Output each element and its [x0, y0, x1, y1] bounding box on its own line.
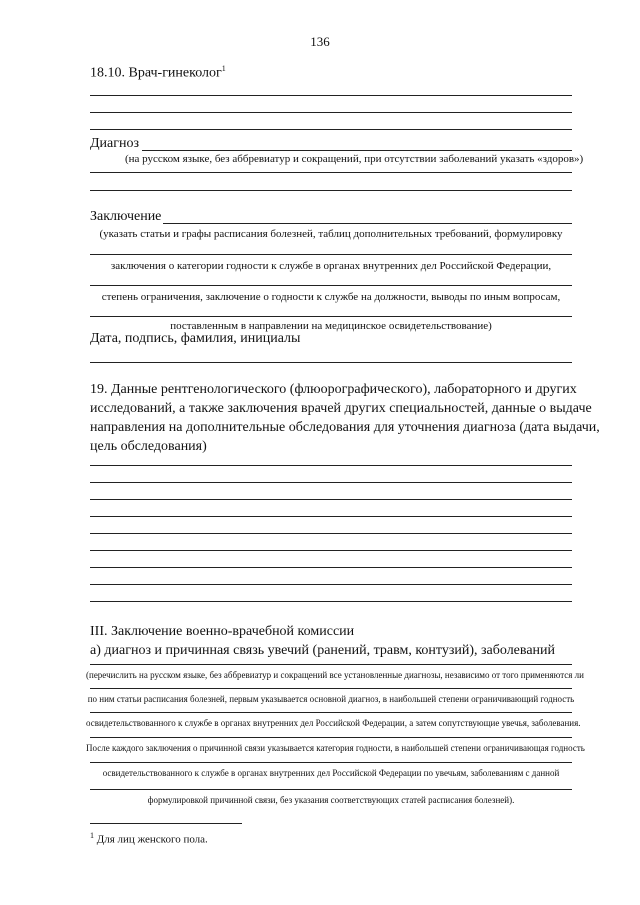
section-3-title: III. Заключение военно-врачебной комиссии: [90, 624, 355, 639]
entry-line[interactable]: [90, 129, 572, 130]
section-3-hint: формулировкой причинной связи, без указания соответствующих статей расписания болезней).: [147, 795, 515, 805]
conclusion-label: Заключение: [90, 209, 162, 224]
diagnosis-field[interactable]: [142, 150, 572, 151]
section-3-hint: (перечислить на русском языке, без аббревиатур и сокращений все установленные диагнозы, независимо от того применяются ли: [86, 670, 584, 680]
signature-line[interactable]: [90, 362, 572, 363]
entry-line[interactable]: [90, 112, 572, 113]
entry-line[interactable]: [90, 499, 572, 500]
conclusion-hint: степень ограничения, заключение о годности к службе на должности, выводы по иным вопросам,: [101, 291, 561, 303]
entry-line[interactable]: [90, 285, 572, 286]
section-18-10-title-text: 18.10. Врач-гинеколог: [90, 65, 222, 81]
footnote: [90, 831, 208, 846]
entry-line[interactable]: [90, 482, 572, 483]
entry-line[interactable]: [90, 712, 572, 713]
entry-line[interactable]: [90, 95, 572, 96]
section-19-line: 19. Данные рентгенологического (флюорографического), лабораторного и других: [90, 382, 577, 397]
entry-line[interactable]: [90, 762, 572, 763]
entry-line[interactable]: [90, 664, 572, 665]
section-3-hint: освидетельствованного к службе в органах внутренних дел Российской Федерации по увечьям, заболеваниям с данной: [102, 768, 560, 778]
conclusion-field[interactable]: [163, 223, 572, 224]
conclusion-hint: (указать статьи и графы расписания болезней, таблиц дополнительных требований, формулировку: [99, 228, 563, 240]
entry-line[interactable]: [90, 584, 572, 585]
entry-line[interactable]: [90, 172, 572, 173]
entry-line[interactable]: [90, 601, 572, 602]
section-3-hint: освидетельствованного к службе в органах внутренних дел Российской Федерации, а затем сопутствующие увечья, заболевания.: [86, 718, 581, 728]
entry-line[interactable]: [90, 316, 572, 317]
entry-line[interactable]: [90, 688, 572, 689]
page-number: 136: [310, 34, 330, 49]
entry-line[interactable]: [90, 190, 572, 191]
section-3-hint: После каждого заключения о причинной связи указывается категория годности, в наибольшей степени ограничивающая годность: [86, 743, 585, 753]
section-18-10-title: [90, 64, 226, 82]
section-19-line: исследований, а также заключения врачей других специальностей, данные о выдаче: [90, 401, 592, 416]
conclusion-hint: поставленным в направлении на медицинское освидетельствование): [170, 320, 492, 332]
diagnosis-label: Диагноз: [90, 136, 140, 151]
signature-label: Дата, подпись, фамилия, инициалы: [90, 331, 301, 346]
entry-line[interactable]: [90, 737, 572, 738]
footnote-mark: 1: [90, 831, 94, 840]
section-19-line: цель обследования): [90, 439, 207, 454]
diagnosis-hint: (на русском языке, без аббревиатур и сокращений, при отсутствии заболеваний указать «здоров»): [125, 153, 584, 165]
footnote-ref: 1: [221, 64, 226, 73]
section-3-hint: по ним статьи расписания болезней, первым указывается основной диагноз, в наибольшей степени ограничивающий годность: [87, 694, 575, 704]
entry-line[interactable]: [90, 789, 572, 790]
section-19-line: направления на дополнительные обследования для уточнения диагноза (дата выдачи,: [90, 420, 600, 435]
section-3-subtitle: а) диагноз и причинная связь увечий (ранений, травм, контузий), заболеваний: [90, 643, 556, 658]
entry-line[interactable]: [90, 567, 572, 568]
entry-line[interactable]: [90, 465, 572, 466]
entry-line[interactable]: [90, 533, 572, 534]
entry-line[interactable]: [90, 254, 572, 255]
conclusion-hint: заключения о категории годности к службе в органах внутренних дел Российской Федерации,: [110, 260, 552, 272]
entry-line[interactable]: [90, 550, 572, 551]
entry-line[interactable]: [90, 516, 572, 517]
footnote-text: Для лиц женского пола.: [96, 833, 208, 846]
footnote-separator: [90, 823, 242, 824]
